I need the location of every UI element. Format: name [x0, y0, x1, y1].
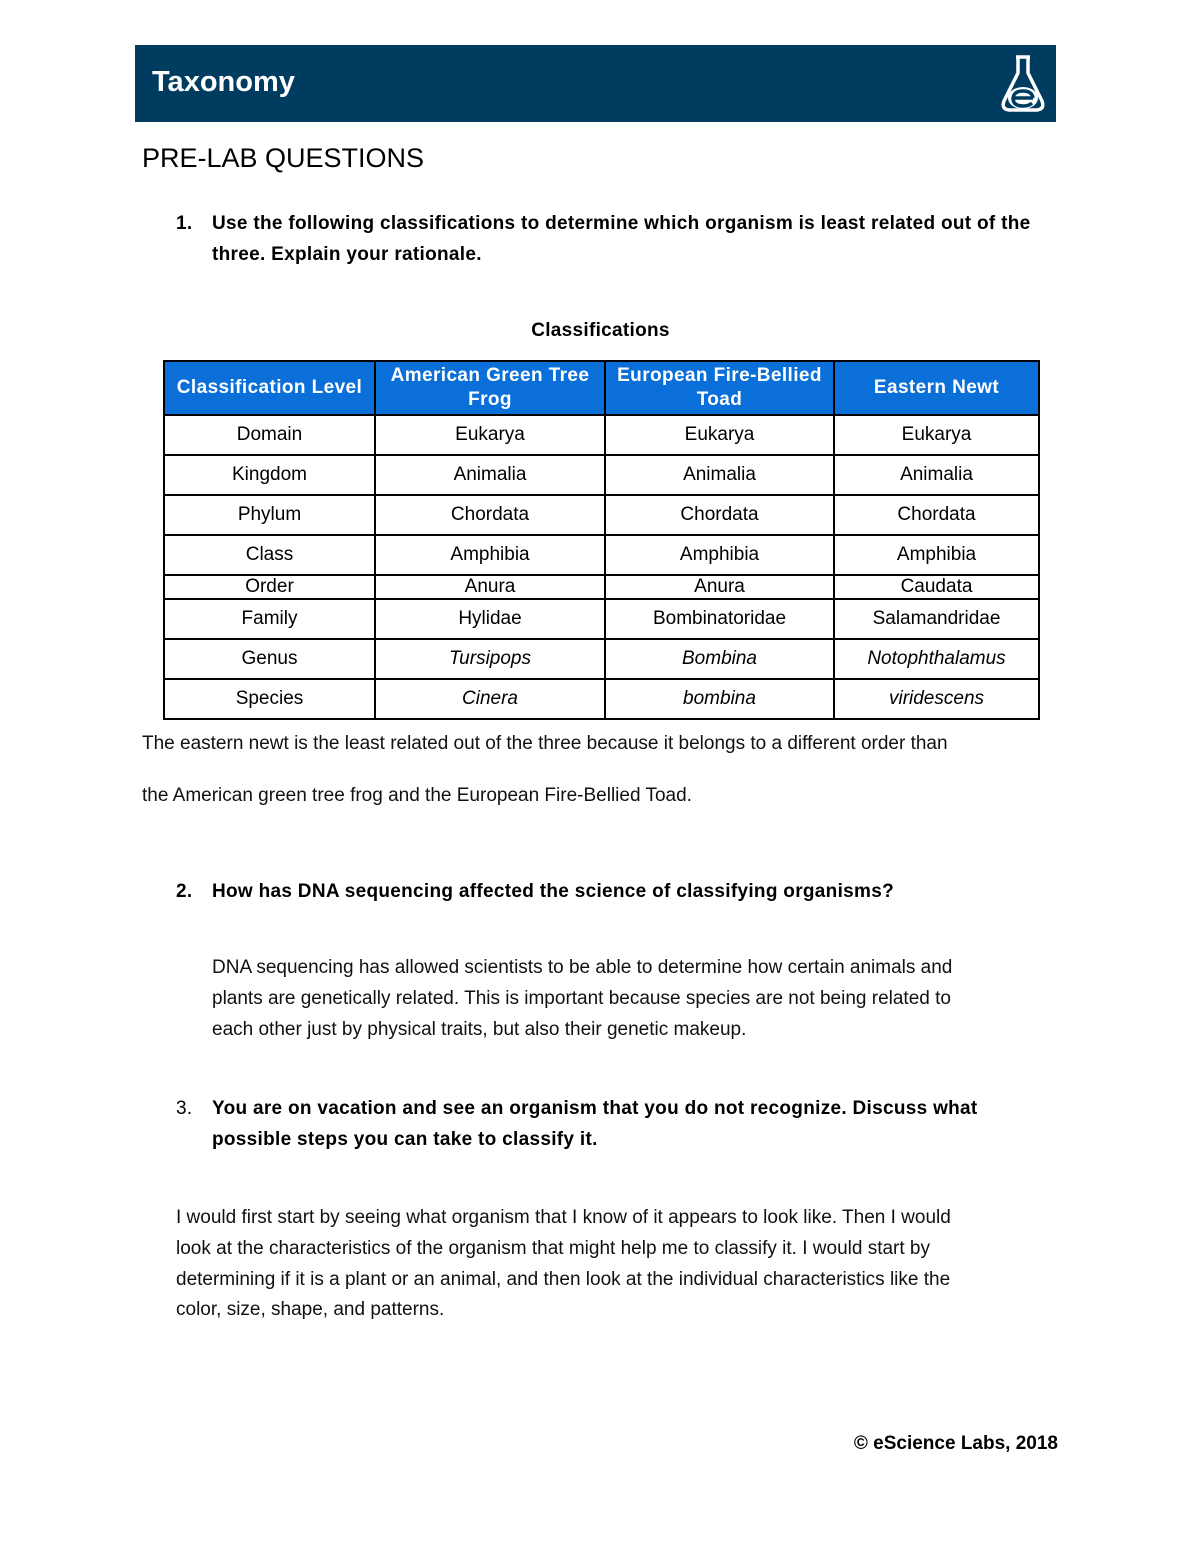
question-2 [176, 876, 1056, 907]
header-european-fire-bellied-toad: European Fire-Bellied Toad [605, 361, 834, 415]
question-1 [176, 208, 1056, 270]
table-cell: Eukarya [375, 415, 605, 455]
table-cell: Species [164, 679, 375, 719]
table-cell: Phylum [164, 495, 375, 535]
answer-2-line-3: each other just by physical traits, but also their genetic makeup. [212, 1019, 747, 1040]
table-caption: Classifications [531, 320, 670, 341]
table-cell: Family [164, 599, 375, 639]
table-cell: Eukarya [605, 415, 834, 455]
table-cell: Tursipops [375, 639, 605, 679]
answer-3-line-3: determining if it is a plant or an animal, and then look at the individual characteristics like the [176, 1269, 951, 1290]
section-title: PRE-LAB QUESTIONS [142, 143, 425, 173]
table-cell: Animalia [375, 455, 605, 495]
header-american-green-tree-frog: American Green Tree Frog [375, 361, 605, 415]
table-cell: Genus [164, 639, 375, 679]
answer-1-line-1: The eastern newt is the least related out of the three because it belongs to a different order than [142, 733, 948, 754]
table-cell: Animalia [605, 455, 834, 495]
answer-3-line-4: color, size, shape, and patterns. [176, 1299, 445, 1320]
answer-1-line-2: the American green tree frog and the European Fire-Bellied Toad. [142, 785, 692, 806]
table-cell: Cinera [375, 679, 605, 719]
table-cell: Animalia [834, 455, 1039, 495]
table-cell: Chordata [375, 495, 605, 535]
answer-3-line-2: look at the characteristics of the organism that might help me to classify it. I would start by [176, 1238, 930, 1259]
table-cell: Order [164, 575, 375, 599]
question-text: Use the following classifications to determine which organism is least related out of the three. Explain your rationale. [212, 213, 1031, 265]
table-cell: Bombinatoridae [605, 599, 834, 639]
header-banner [135, 45, 1056, 122]
table-row [164, 415, 1039, 455]
table-row [164, 455, 1039, 495]
table-cell: Salamandridae [834, 599, 1039, 639]
table-row [164, 575, 1039, 599]
question-text: How has DNA sequencing affected the science of classifying organisms? [212, 881, 894, 902]
table-cell: Chordata [834, 495, 1039, 535]
copyright-footer: © eScience Labs, 2018 [853, 1433, 1058, 1454]
table-row [164, 639, 1039, 679]
question-3 [176, 1093, 1056, 1155]
table-cell: Domain [164, 415, 375, 455]
question-number: 1. [176, 213, 193, 234]
table-row [164, 599, 1039, 639]
table-cell: Kingdom [164, 455, 375, 495]
question-number: 2. [176, 881, 193, 902]
table-cell: Chordata [605, 495, 834, 535]
table-header-row [164, 361, 1039, 415]
table-row [164, 679, 1039, 719]
header-eastern-newt: Eastern Newt [834, 361, 1039, 415]
table-cell: bombina [605, 679, 834, 719]
table-cell: Amphibia [605, 535, 834, 575]
table-cell: Anura [375, 575, 605, 599]
table-cell: Bombina [605, 639, 834, 679]
table-cell: Notophthalamus [834, 639, 1039, 679]
table-cell: Anura [605, 575, 834, 599]
page-title: Taxonomy [152, 66, 295, 98]
table-cell: Class [164, 535, 375, 575]
answer-3-line-1: I would first start by seeing what organism that I know of it appears to look like. Then I would [176, 1207, 951, 1228]
table-cell: viridescens [834, 679, 1039, 719]
question-text: You are on vacation and see an organism that you do not recognize. Discuss what possible steps you can take to classify it. [212, 1098, 978, 1150]
table-cell: Caudata [834, 575, 1039, 599]
table-row [164, 495, 1039, 535]
table-cell: Hylidae [375, 599, 605, 639]
answer-2-line-2: plants are genetically related. This is important because species are not being related to [212, 988, 951, 1009]
classification-table [163, 360, 1040, 720]
escience-flask-logo-icon [998, 53, 1048, 115]
question-number: 3. [176, 1098, 193, 1119]
header-classification-level: Classification Level [164, 361, 375, 415]
table-cell: Amphibia [834, 535, 1039, 575]
table-cell: Amphibia [375, 535, 605, 575]
table-cell: Eukarya [834, 415, 1039, 455]
answer-2-line-1: DNA sequencing has allowed scientists to be able to determine how certain animals and [212, 957, 953, 978]
table-row [164, 535, 1039, 575]
